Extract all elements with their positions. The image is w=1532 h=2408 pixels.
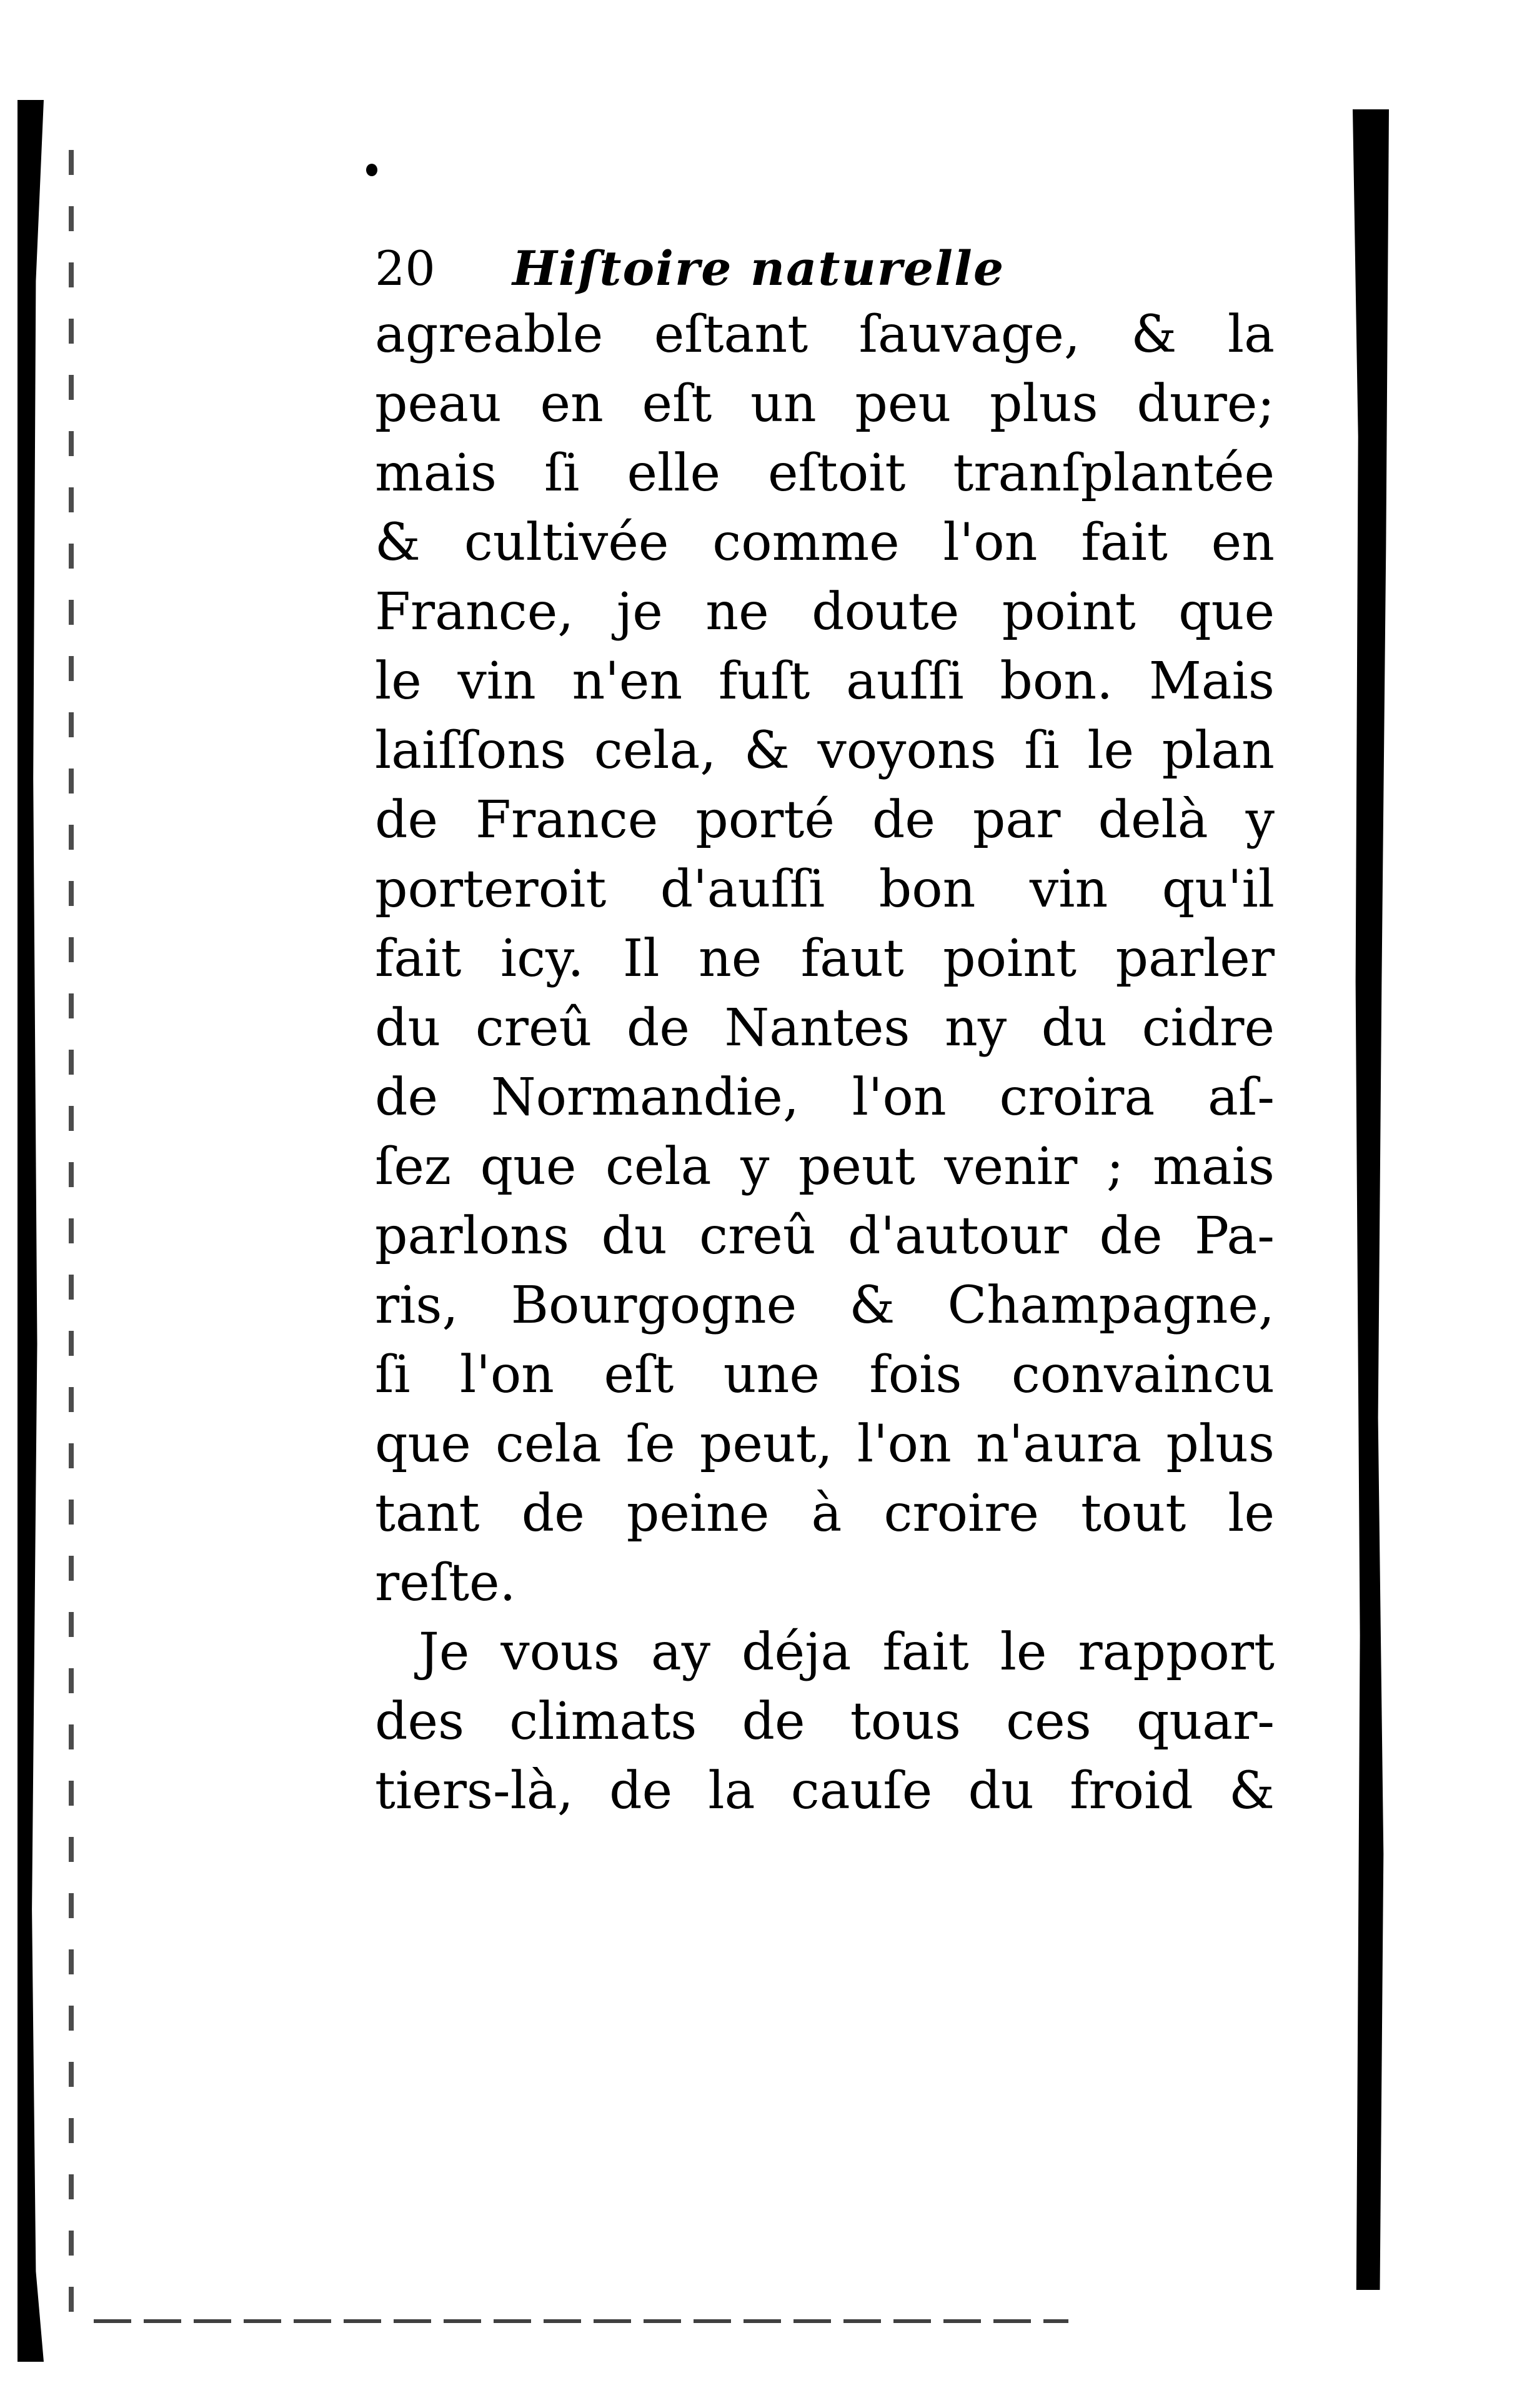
paragraph-start-line: Je vous ay déja fait le rapport <box>419 1623 1275 1682</box>
text-block <box>375 237 1275 1826</box>
text-line: France, je ne doute point que <box>375 582 1275 642</box>
text-line: le vin n'en fuſt auſſi bon. Mais <box>375 652 1275 711</box>
text-line: de Normandie, l'on croira aſ- <box>375 1068 1275 1127</box>
text-line: ris, Bourgogne & Champagne, <box>375 1276 1275 1335</box>
bottom-page-edge <box>94 2319 1068 2323</box>
right-page-edge <box>1353 109 1389 2290</box>
text-line: tant de peine à croire tout le <box>375 1484 1275 1543</box>
text-line: que cela ſe peut, l'on n'aura plus <box>375 1415 1275 1474</box>
running-title: Hiſtoire naturelle <box>512 241 1005 296</box>
text-line: fait icy. Il ne faut point parler <box>375 929 1275 988</box>
text-line: des climats de tous ces quar- <box>375 1692 1275 1751</box>
text-line: agreable eſtant ſauvage, & la <box>375 305 1275 364</box>
text-line: & cultivée comme l'on fait en <box>375 513 1275 572</box>
text-line: de France porté de par delà y <box>375 790 1275 850</box>
text-line: porteroit d'auſſi bon vin qu'il <box>375 860 1275 919</box>
text-line: parlons du creû d'autour de Pa- <box>375 1206 1275 1266</box>
text-line: peau en eſt un peu plus dure; <box>375 374 1275 434</box>
text-line: reſte. <box>375 1553 516 1613</box>
text-line: ſez que cela y peut venir ; mais <box>375 1137 1275 1197</box>
left-gutter-shadow <box>69 150 74 2337</box>
text-line: laiſſons cela, & voyons ſi le plan <box>375 721 1275 780</box>
ink-spot <box>366 164 377 176</box>
text-line: du creû de Nantes ny du cidre <box>375 998 1275 1058</box>
text-line: ſi l'on eſt une fois convaincu <box>375 1345 1275 1405</box>
text-line: tiers-là, de la cauſe du froid & <box>375 1761 1275 1821</box>
page-number: 20 <box>375 241 435 296</box>
text-line: mais ſi elle eſtoit tranſplantée <box>375 444 1275 503</box>
running-head <box>375 237 1275 300</box>
left-page-edge <box>17 100 44 2362</box>
